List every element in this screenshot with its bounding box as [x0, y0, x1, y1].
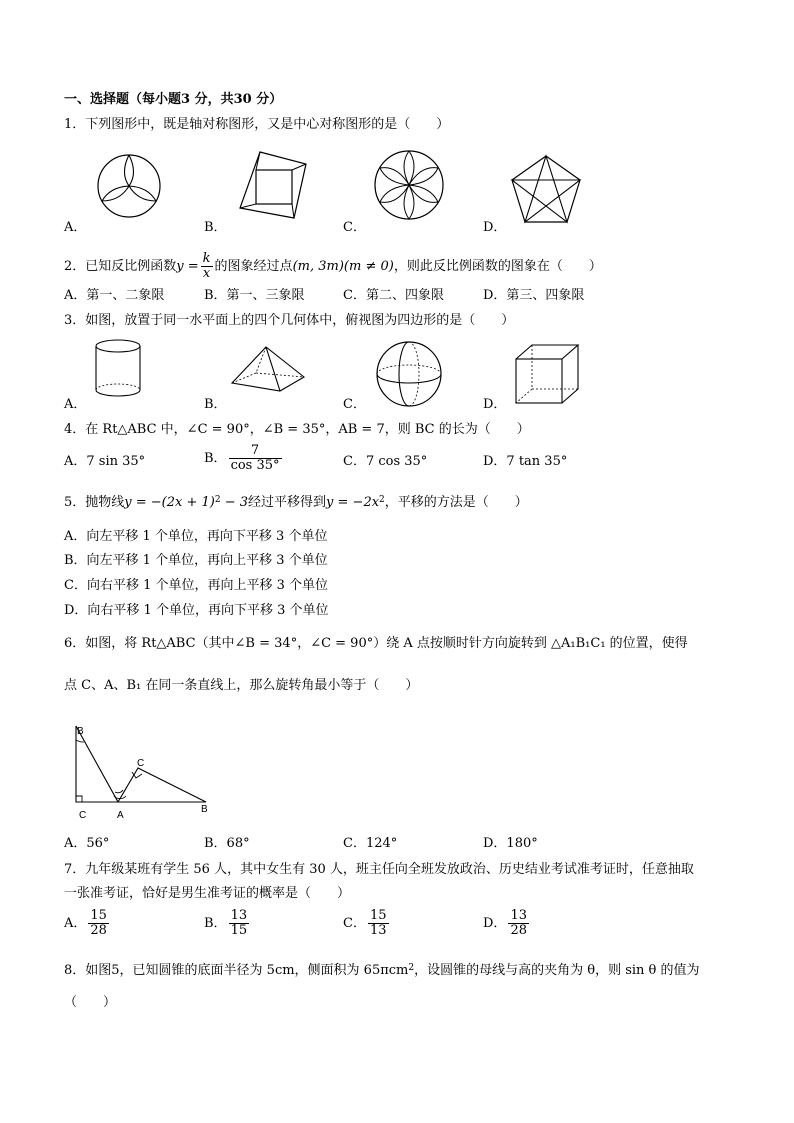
q7-option-fraction: [508, 909, 529, 938]
q5-eq2-exp: 2: [379, 495, 385, 505]
q7-option-num: 13: [230, 908, 248, 923]
q6-fig-label-b-top: B: [77, 726, 84, 737]
q7-option-den: 28: [510, 923, 527, 938]
q7-option-fraction: [88, 909, 109, 938]
q7-option-c[interactable]: [343, 909, 391, 938]
q8-line2: （ ）: [64, 995, 117, 1010]
q6-option-b[interactable]: B．68°: [204, 836, 250, 851]
q4-option-b-den: cos 35°: [230, 458, 280, 473]
q7-option-den: 28: [90, 923, 107, 938]
q3-stem: 3．如图，放置于同一水平面上的四个几何体中，俯视图为四边形的是（ ）: [64, 313, 515, 328]
q2-point: (m, 3m): [292, 259, 344, 274]
q2-fraction: [201, 252, 213, 281]
q3-option-a[interactable]: A．: [64, 397, 87, 412]
q5-stem: [64, 494, 528, 512]
q4-option-d[interactable]: D．7 tan 35°: [483, 454, 568, 469]
q2-middle: 的图象经过点: [214, 259, 293, 274]
q1-option-c[interactable]: C．: [343, 220, 366, 235]
q6-fig-label-b-right: B: [201, 804, 208, 815]
q1-option-a[interactable]: A．: [64, 220, 87, 235]
q5-eq2: y = −2x: [326, 495, 380, 510]
circle-three-petals-icon: [96, 153, 162, 219]
q4-option-c[interactable]: C．7 cos 35°: [343, 454, 428, 469]
q4-option-b-fraction: [229, 444, 282, 473]
q7-option-den: 15: [230, 923, 248, 938]
rotated-squares-icon: [236, 150, 308, 222]
q7-option-num: 15: [369, 908, 387, 923]
q7-option-fraction: [229, 909, 250, 938]
q3-option-c[interactable]: C．: [343, 397, 366, 412]
q7-option-label: A．: [64, 916, 87, 931]
q6-fig-label-c-left: C: [79, 810, 87, 821]
q8-exp: 2: [408, 963, 415, 973]
q7-option-label: B．: [204, 916, 227, 931]
q6-option-c[interactable]: C．124°: [343, 836, 398, 851]
q1-option-d[interactable]: D．: [483, 220, 507, 235]
q3-option-b[interactable]: B．: [204, 397, 227, 412]
circle-six-petals-icon: [373, 145, 445, 225]
q7-option-label: D．: [483, 916, 507, 931]
q5-option-d[interactable]: D．向右平移 1 个单位，再向下平移 3 个单位: [64, 603, 329, 618]
q2-option-b[interactable]: B．第一、三象限: [204, 288, 305, 303]
q4-stem: 4．在 Rt△ABC 中，∠C = 90°，∠B = 35°，AB = 7，则 BC 的长为（ ）: [64, 422, 530, 437]
pyramid-icon: [228, 345, 308, 395]
q8-prefix: 8．如图5，已知圆锥的底面半径为 5cm，侧面积为 65πcm: [64, 963, 409, 978]
q7-option-d[interactable]: [483, 909, 531, 938]
q5-option-b[interactable]: B．向左平移 1 个单位，再向上平移 3 个单位: [64, 553, 328, 568]
q7-option-b[interactable]: [204, 909, 251, 938]
cube-icon: [514, 343, 582, 405]
q6-line2: 点 C、A、B₁ 在同一条直线上，那么旋转角最小等于（ ）: [64, 678, 419, 693]
q5-eq1-tail: − 3: [220, 495, 249, 510]
q5-middle: 经过平移得到: [248, 495, 327, 510]
q7-option-num: 13: [510, 908, 527, 923]
q2-option-d[interactable]: D．第三、四象限: [483, 288, 585, 303]
q2-option-c[interactable]: C．第二、四象限: [343, 288, 444, 303]
q4-option-b[interactable]: [204, 444, 284, 473]
q2-prefix: 2．已知反比例函数: [64, 259, 177, 274]
q7-line2: 一张准考证，恰好是男生准考证的概率是（ ）: [64, 886, 351, 901]
q4-option-b-label: B．: [204, 451, 227, 466]
rotation-triangle-figure: [66, 720, 226, 824]
q8-suffix: ，设圆锥的母线与高的夹角为 θ，则 sin θ 的值为: [414, 963, 700, 978]
q2-y-eq: y =: [176, 259, 199, 274]
q6-line1: 6．如图，将 Rt△ABC（其中∠B = 34°，∠C = 90°）绕 A 点按顺时针方向旋转到 △A₁B₁C₁ 的位置，使得: [64, 636, 688, 651]
q5-eq1-exp: 2: [214, 495, 221, 505]
section-title: 一、选择题（每小题3 分，共30 分）: [64, 92, 283, 107]
q5-prefix: 5．抛物线: [64, 495, 125, 510]
q1-option-b[interactable]: B．: [204, 220, 227, 235]
q4-option-a[interactable]: A．7 sin 35°: [64, 454, 146, 469]
q2-stem: [64, 252, 602, 281]
q6-fig-label-c-top: C: [137, 758, 145, 769]
q7-option-num: 15: [90, 908, 107, 923]
q6-fig-label-a: A: [117, 810, 124, 821]
q2-option-a[interactable]: A．第一、二象限: [64, 288, 165, 303]
q5-eq1: y = −(2x + 1): [124, 495, 215, 510]
q7-option-den: 13: [369, 923, 387, 938]
q3-option-d[interactable]: D．: [483, 397, 507, 412]
q7-line1: 7．九年级某班有学生 56 人，其中女生有 30 人，班主任向全班发放政治、历史结业考试准考证时，任意抽取: [64, 862, 694, 877]
q6-option-a[interactable]: A．56°: [64, 836, 110, 851]
q4-option-b-num: 7: [229, 444, 282, 459]
q2-frac-den: x: [202, 266, 211, 281]
q7-option-fraction: [368, 909, 389, 938]
sphere-icon: [373, 340, 445, 408]
q1-stem: 1．下列图形中，既是轴对称图形，又是中心对称图形的是（ ）: [64, 117, 450, 132]
q5-suffix: ，平移的方法是（ ）: [384, 495, 528, 510]
cylinder-icon: [92, 338, 144, 400]
q2-condition: (m ≠ 0): [343, 259, 394, 274]
q2-frac-num: k: [202, 251, 211, 266]
q7-option-label: C．: [343, 916, 366, 931]
q5-option-a[interactable]: A．向左平移 1 个单位，再向下平移 3 个单位: [64, 529, 328, 544]
q6-option-d[interactable]: D．180°: [483, 836, 538, 851]
q7-option-a[interactable]: [64, 909, 111, 938]
q2-suffix: ，则此反比例函数的图象在（ ）: [393, 259, 602, 274]
q8-stem: [64, 962, 700, 980]
q5-option-c[interactable]: C．向右平移 1 个单位，再向上平移 3 个单位: [64, 578, 329, 593]
pentagram-in-pentagon-icon: [509, 153, 583, 225]
